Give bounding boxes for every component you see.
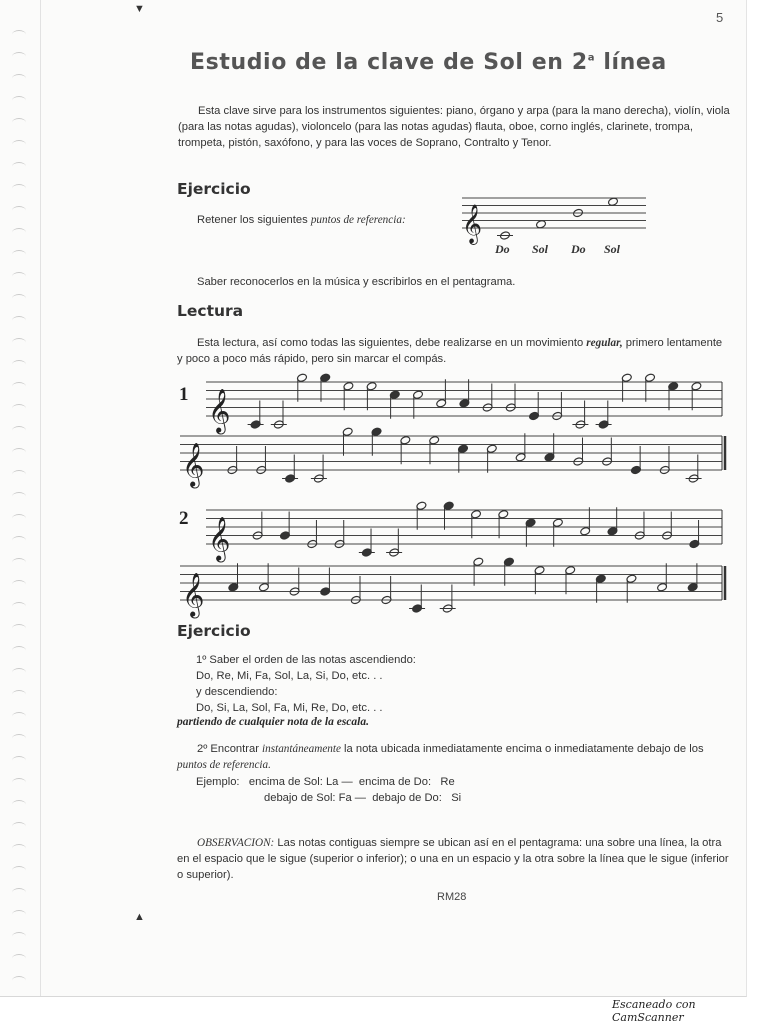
- observacion-paragraph: [177, 835, 730, 883]
- note-head: [536, 220, 547, 229]
- treble-clef-icon: 𝄞: [208, 516, 231, 561]
- list-line: Do, Re, Mi, Fa, Sol, La, Si, Do, etc. . .: [196, 670, 383, 682]
- encontrar-italic: instantáneamente: [262, 743, 341, 755]
- ejemplo-line-1: Ejemplo: encima de Sol: La — encima de Do: Re: [196, 776, 455, 788]
- treble-clef-icon: 𝄞: [208, 388, 231, 433]
- treble-clef-icon: 𝄞: [462, 203, 483, 244]
- page-number: 5: [716, 10, 724, 25]
- encontrar-paragraph: [177, 741, 730, 773]
- treble-clef-icon: 𝄞: [182, 572, 205, 617]
- ejercicio-heading-2: Ejercicio: [177, 622, 251, 640]
- title-end: línea: [595, 50, 667, 75]
- treble-clef-icon: 𝄞: [182, 442, 205, 487]
- observacion-text: Las notas contiguas siempre se ubican así en el pentagrama: una sobre una línea, la otra en el espacio que le sigue (superior o inferior); o una en un espacio y la otra sobre la línea que le sigue (inferior o superior).: [177, 837, 729, 881]
- corner-mark-bottom: ▲: [134, 911, 145, 923]
- observacion-label: OBSERVACION:: [197, 837, 275, 849]
- encontrar-prefix: 2º Encontrar: [197, 743, 263, 755]
- exercise-number-1: 1: [179, 384, 189, 405]
- camscanner-watermark: Escaneado con CamScanner: [612, 998, 696, 1024]
- lectura-heading: Lectura: [177, 302, 244, 320]
- title-superscript: a: [587, 52, 596, 64]
- reference-note-label: Do: [571, 242, 586, 256]
- list-line: y descendiendo:: [196, 686, 278, 698]
- page-code: RM28: [437, 891, 467, 903]
- title-main: Estudio de la clave de Sol en 2: [190, 50, 588, 75]
- saber-text: Saber reconocerlos en la música y escribirlos en el pentagrama.: [197, 276, 516, 288]
- retener-prefix: Retener los siguientes: [197, 214, 311, 226]
- corner-mark-top: ▼: [134, 3, 145, 15]
- reference-note-label: Sol: [532, 242, 549, 256]
- list-line: Do, Si, La, Sol, Fa, Mi, Re, Do, etc. . .: [196, 702, 383, 714]
- lectura-text-bold: regular,: [586, 337, 623, 349]
- retener-italic: puntos de referencia:: [310, 214, 406, 226]
- encontrar-middle: la nota ubicada inmediatamente encima o inmediatamente debajo de los: [340, 743, 704, 755]
- list-line: 1º Saber el orden de las notas ascendiendo:: [196, 654, 416, 666]
- note-head: [608, 197, 619, 206]
- intro-paragraph: Esta clave sirve para los instrumentos siguientes: piano, órgano y arpa (para la mano derecha), violín, viola (para las notas agudas), violoncelo (para las notas agudas) flauta, oboe, corno inglés, clarinete, trompa, trompeta, pistón, saxófono, y para las voces de Soprano, Contralto y Tenor.: [178, 105, 730, 149]
- partiendo-text: partiendo de cualquier nota de la escala.: [177, 716, 369, 728]
- lectura-text-after: primero lentamente y poco a poco más rápido, pero sin marcar el compás.: [177, 337, 723, 365]
- reference-note-label: Sol: [604, 242, 621, 256]
- encontrar-italic-2: puntos de referencia.: [177, 759, 271, 771]
- reference-note-label: Do: [495, 242, 510, 256]
- lectura-text-before: Esta lectura, así como todas las siguientes, debe realizarse en un movimiento: [197, 337, 587, 349]
- scale-order-list: [196, 652, 416, 716]
- exercise-number-2: 2: [179, 508, 189, 529]
- ejemplo-line-2: debajo de Sol: Fa — debajo de Do: Si: [264, 792, 462, 804]
- ejercicio-heading-1: Ejercicio: [177, 180, 251, 198]
